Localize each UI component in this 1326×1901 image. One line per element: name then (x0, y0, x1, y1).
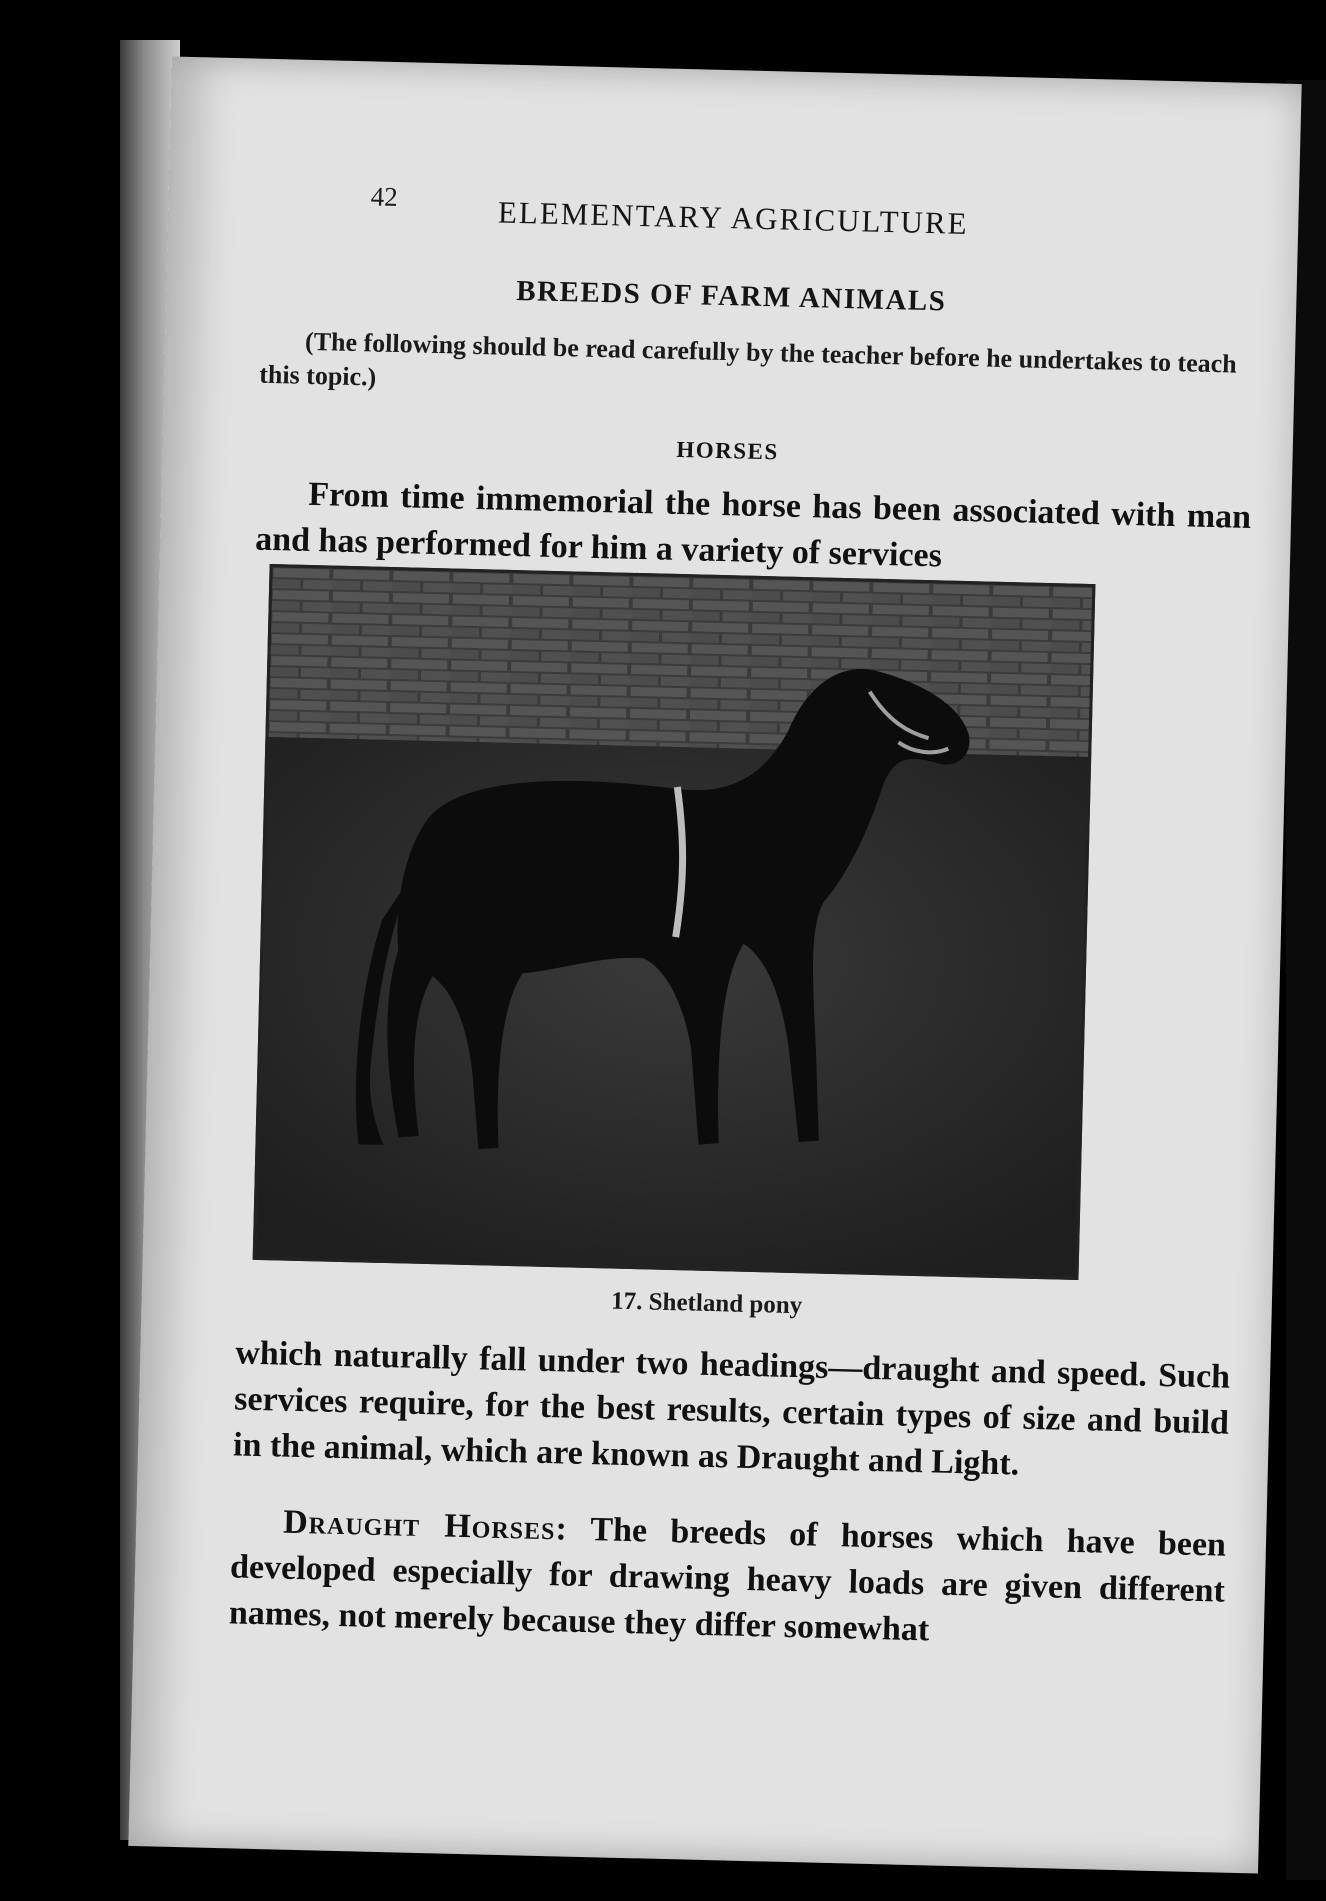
page-number: 42 (370, 181, 399, 213)
paragraph-3-body: The breeds of horses which have been developed especially for drawing heavy loads are given different names, not merely because they differ somewhat (228, 1510, 1227, 1649)
teacher-note: (The following should be read carefully by the teacher before he undertakes to teach this topic.) (258, 326, 1238, 392)
running-head: ELEMENTARY AGRICULTURE (497, 194, 969, 241)
figure-shetland-pony (253, 564, 1096, 1280)
pony-photo (256, 567, 1093, 1277)
sub-heading-horses: HORSES (676, 436, 780, 465)
figure-caption: 17. Shetland pony (610, 1287, 803, 1320)
paragraph-3-lead: Draught Horses: (282, 1503, 569, 1548)
paragraph-1: From time immemorial the horse has been associated with man and has performed for him a variety of services (254, 475, 1252, 575)
brick-wall (268, 567, 1092, 757)
book-page (128, 56, 1301, 1873)
paragraph-2: which naturally fall under two headings—draught and speed. Such services require, for the best results, certain types of size and build in the animal, which are known as Draught and Light. (232, 1334, 1231, 1483)
paragraph-3 (228, 1498, 1226, 1660)
section-heading: BREEDS OF FARM ANIMALS (515, 274, 947, 318)
